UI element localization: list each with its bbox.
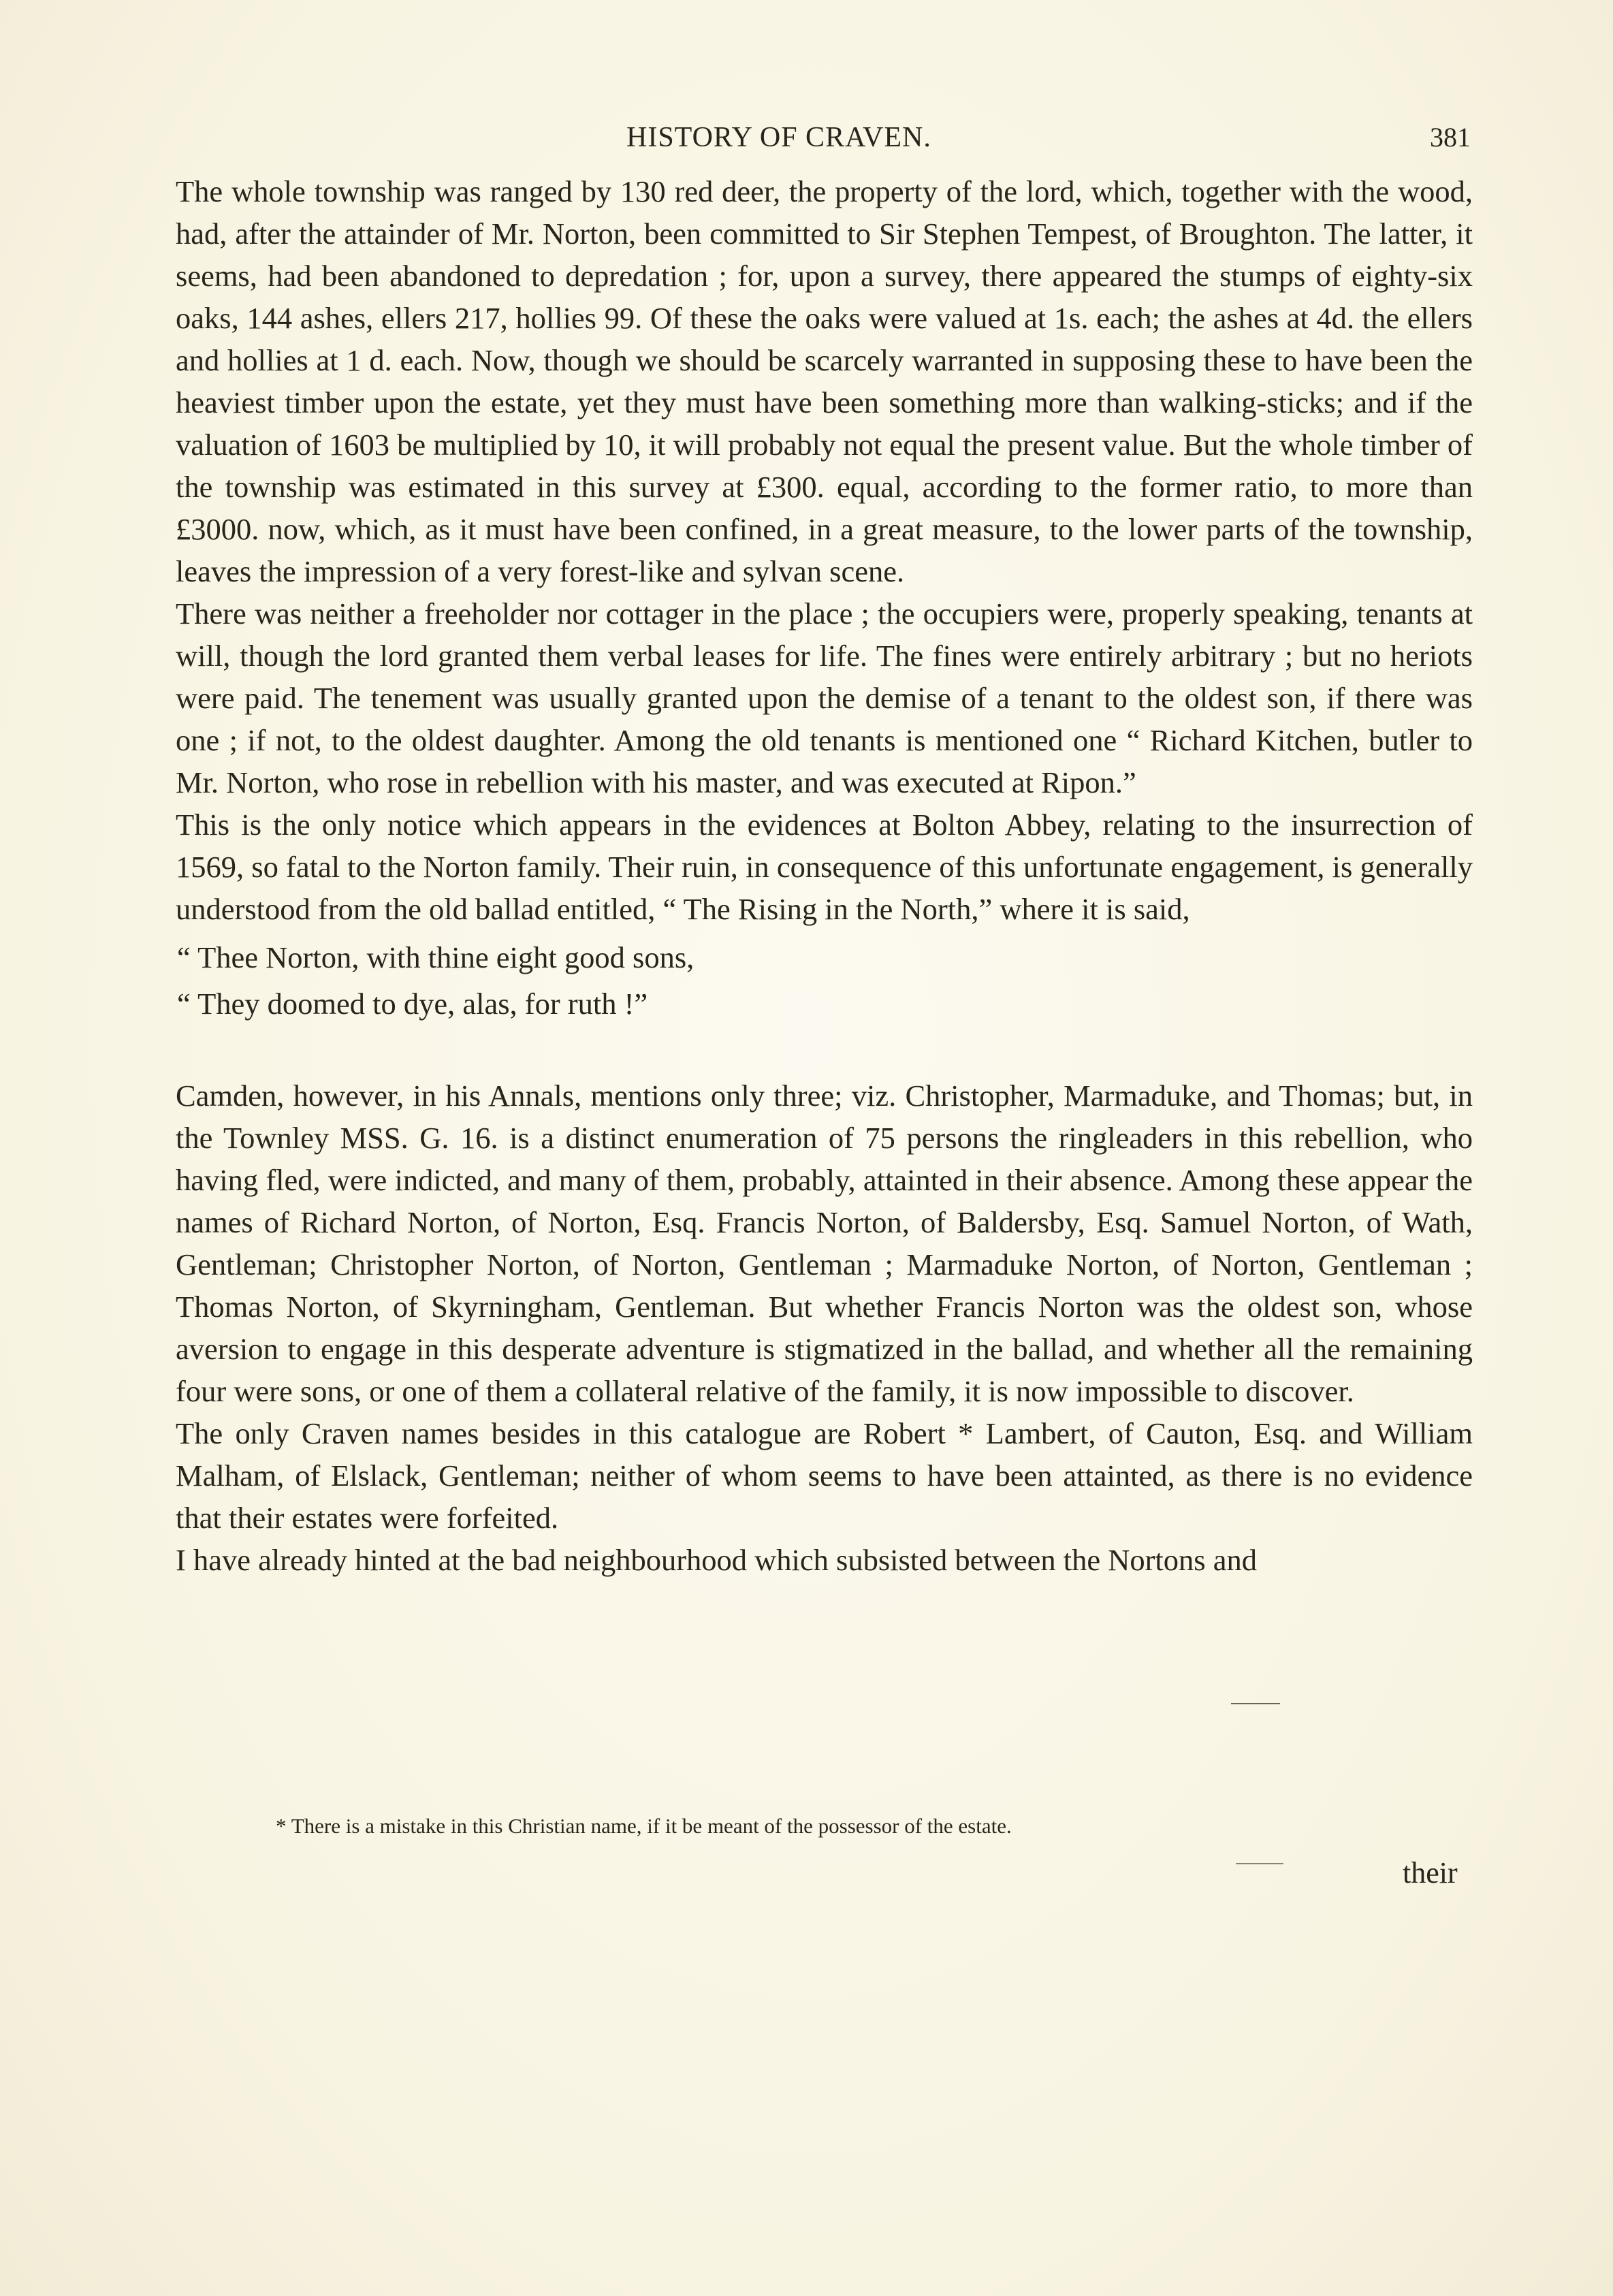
paragraph-timber: The whole township was ranged by 130 red deer, the property of the lord, which, together with the wood, had, after the attainder of Mr. Norton, been committed to Sir Stephen Tempest, of Broughton. The latter, it seems, had been abandoned to depredation ; for, upon a survey, there appeared the stumps of eighty-six oaks, 144 ashes, ellers 217, hollies 99. Of these the oaks were valued at 1s. each; the ashes at 4d. the ellers and hollies at 1 d. each. Now, though we should be scarcely warranted in supposing these to have been the heaviest timber upon the estate, yet they must have been something more than walking-sticks; and if the valuation of 1603 be multiplied by 10, it will probably not equal the present value. But the whole timber of the township was estimated in this survey at £300. equal, according to the former ratio, to more than £3000. now, which, as it must have been confined, in a great measure, to the lower parts of the township, leaves the impression of a very forest-like and sylvan scene.	[176, 174, 1473, 588]
footnote: * There is a mistake in this Christian name, if it be meant of the possessor of the estate.	[276, 1814, 1012, 1838]
paragraph-camden: Camden, however, in his Annals, mentions only three; viz. Christopher, Marmaduke, and Thomas; but, in the Townley MSS. G. 16. is a distinct enumeration of 75 persons the ringleaders in this rebellion, who having fled, were indicted, and many of them, probably, attainted in their absence. Among these appear the names of Richard Norton, of Norton, Esq. Francis Norton, of Baldersby, Esq. Samuel Norton, of Wath, Gentleman; Christopher Norton, of Norton, Gentleman ; Marmaduke Norton, of Norton, Gentleman ; Thomas Norton, of Skyrningham, Gentleman. But whether Francis Norton was the oldest son, whose aversion to engage in this desperate adventure is stigmatized in the ballad, and whether all the remaining four were sons, or one of them a collateral relative of the family, it is now impossible to discover.	[176, 1079, 1473, 1408]
catchword-rule	[1236, 1863, 1283, 1864]
paragraph-insurrection: This is the only notice which appears in the evidences at Bolton Abbey, relating to the insurrection of 1569, so fatal to the Norton family. Their ruin, in consequence of this unfortunate engagement, is generally understood from the old ballad entitled, “ The Rising in the North,” where it is said,	[176, 808, 1473, 926]
paragraph-tenants: There was neither a freeholder nor cottager in the place ; the occupiers were, properly speaking, tenants at will, though the lord granted them verbal leases for life. The fines were entirely arbitrary ; but no heriots were paid. The tenement was usually granted upon the demise of a tenant to the oldest son, if there was one ; if not, to the oldest daughter. Among the old tenants is mentioned one “ Richard Kitchen, butler to Mr. Norton, who rose in rebellion with his master, and was executed at Ripon.”	[176, 596, 1473, 799]
running-title: HISTORY OF CRAVEN.	[626, 122, 931, 153]
paragraph-craven-names: The only Craven names besides in this catalogue are Robert * Lambert, of Cauton, Esq. and William Malham, of Elslack, Gentleman; neither of whom seems to have been attainted, as there is no evidence that their estates were forfeited.	[176, 1416, 1473, 1535]
marginal-rule	[1231, 1703, 1280, 1704]
verse-line: “ Thee Norton, with thine eight good sons,	[177, 940, 694, 974]
running-head	[177, 121, 1471, 162]
ballad-quote	[176, 934, 1473, 1027]
verse-line: “ They doomed to dye, alas, for ruth !”	[177, 987, 648, 1021]
catchword: their	[1403, 1856, 1458, 1890]
page-number: 381	[1430, 122, 1471, 153]
paragraph-neighbourhood: I have already hinted at the bad neighbourhood which subsisted between the Nortons and	[176, 1543, 1257, 1577]
body-text	[176, 170, 1473, 1581]
